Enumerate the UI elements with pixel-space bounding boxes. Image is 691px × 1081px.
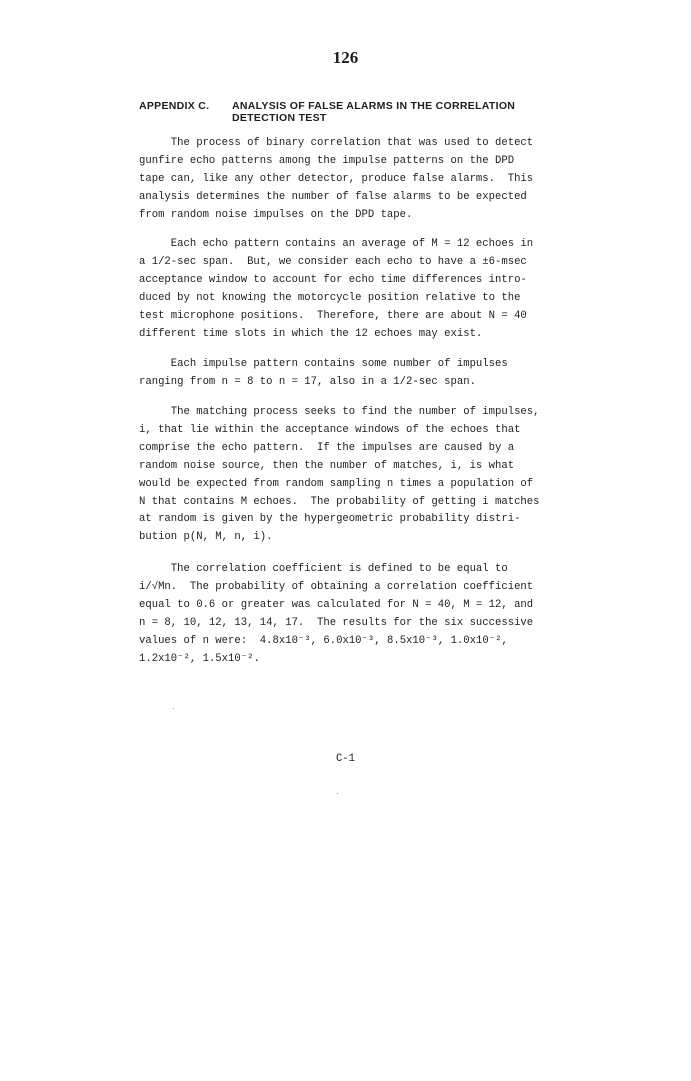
paragraph-echo-pattern: Each echo pattern contains an average of M = 12 echoes in a 1/2-sec span. But, we consider each echo to have a ±6-msec acceptance window to account for echo time differences intro- duced by not knowing the motorcycle position relative to the test microphone positions. Therefore, there are about N = 40 different time slots in which the 12 echoes may exist.	[139, 238, 534, 340]
appendix-title-line-1: ANALYSIS OF FALSE ALARMS IN THE CORRELATION	[232, 100, 516, 112]
page-number: 126	[332, 48, 359, 67]
paragraph-intro: The process of binary correlation that was used to detect gunfire echo patterns among the impulse patterns on the DPD tape can, like any other detector, produce false alarms. This analysis determines the number of false alarms to be expected from random noise impulses on the DPD tape.	[139, 137, 534, 221]
scan-speck	[173, 708, 174, 709]
appendix-title-line-2: DETECTION TEST	[232, 112, 327, 124]
page-footer: C-1	[335, 753, 356, 765]
paragraph-matching-process: The matching process seeks to find the number of impulses, i, that lie within the acceptance windows of the echoes that comprise the echo pattern. If the impulses are caused by a random noise source, then the number of matches, i, is what would be expected from random sampling n times a population of N that contains M echoes. The probability of getting i matches at random is given by the hypergeometric probability distri- bution p(N, M, n, i).	[139, 406, 540, 544]
appendix-label: APPENDIX C.	[139, 100, 210, 112]
heading-line-1	[139, 100, 599, 112]
appendix-heading	[139, 100, 599, 124]
paragraph-impulse-pattern: Each impulse pattern contains some number of impulses ranging from n = 8 to n = 17, also in a 1/2-sec span.	[139, 358, 508, 388]
scan-speck	[337, 793, 338, 794]
paragraph-correlation-coefficient: The correlation coefficient is defined to be equal to i/√Mn. The probability of obtaining a correlation coefficient equal to 0.6 or greater was calculated for N = 40, M = 12, and n = 8, 10, 12, 13, 14, 17. The results for the six successive values of n were: 4.8x10⁻³, 6.0x10⁻³, 8.5x10⁻³, 1.0x10⁻², 1.2x10⁻², 1.5x10⁻².	[139, 563, 534, 665]
